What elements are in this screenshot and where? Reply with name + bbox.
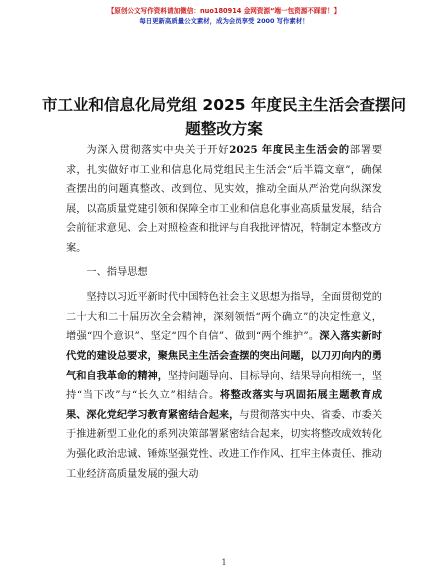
banner-notice-line: 【原创公文写作资料请加微信：nuo180914 金网资源“端一包资源不踩雷！】 <box>107 7 341 15</box>
document-title: 市工业和信息化局党组 2025 年度民主生活会查摆问题整改方案 <box>42 96 406 138</box>
intro-paragraph <box>66 141 382 259</box>
section-heading-guiding-ideology: 一、指导思想 <box>86 266 148 278</box>
section1-text-2: 坚持问题导向、目标导向、结果导向相统一，坚持“当下改”与“长久立”相结合。 <box>66 370 382 402</box>
intro-text-1: 为深入贯彻落实中央关于开好 <box>86 145 230 156</box>
header-banner <box>0 6 448 26</box>
section1-bold-2: 将整改落实与巩固拓展主题教育成果、深化党纪学习教育紧密结合起来， <box>66 389 383 421</box>
section1-text-3: 与贯彻落实中央、省委、市委关于推进新型工业化的系列决策部署紧密结合起来，切实将整改成效转化为强化政治忠诚、锤炼坚强党性、改进工作作风、扛牢主体责任、推动工业经济高质量发展的强大动 <box>66 409 383 480</box>
intro-bold-1: 2025 年度民主生活会的 <box>229 144 350 156</box>
intro-text-2: 部署要求，扎实做好市工业和信息化局党组民主生活会“后半篇文章”，确保查摆出的问题真整改、改到位、见实效，推动全面从严治党向纵深发展，以高质量党建引领和保障全市工业和信息化事业高质量发展，结合会前征求意见、会上对照检查和批评与自我批评情况，特制定本整改方案。 <box>66 145 383 254</box>
page-number: 1 <box>221 558 227 567</box>
banner-promo-line: 每日更新高质量公文素材，成为会员享受 2000 写作素材！ <box>139 17 309 25</box>
section1-text-1: 坚持以习近平新时代中国特色社会主义思想为指导，全面贯彻党的二十大和二十届历次全会精神，深刻领悟“两个确立”的决定性意义，增强“四个意识”、坚定“四个自信”、做到“两个维护”。 <box>66 292 382 343</box>
guiding-ideology-paragraph <box>66 288 382 484</box>
document-body <box>66 141 382 484</box>
section1-bold-1: 深入落实新时代党的建设总要求，聚焦民主生活会查摆的突出问题，以刀刃向内的勇气和自我革命的精神， <box>66 330 382 382</box>
